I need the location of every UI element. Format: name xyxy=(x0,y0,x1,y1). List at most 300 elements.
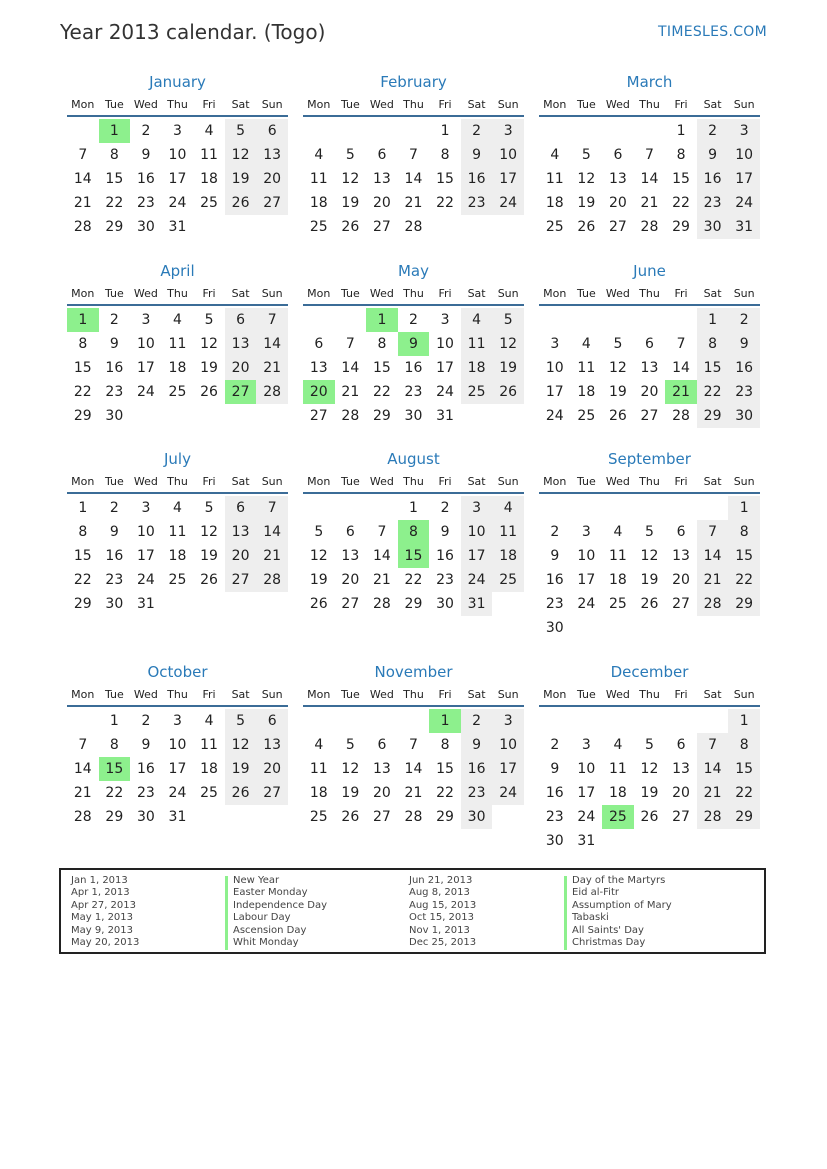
day-cell: 19 xyxy=(341,195,360,211)
day-cell: 15 xyxy=(728,544,760,568)
day-cell: 31 xyxy=(461,592,493,616)
day-cell: 30 xyxy=(436,596,454,612)
day-cell: 5 xyxy=(613,336,623,352)
day-cell: 27 xyxy=(256,781,288,805)
day-cell: 7 xyxy=(377,524,387,540)
day-cell: 13 xyxy=(608,171,627,187)
empty-cell xyxy=(602,496,634,520)
day-cell: 14 xyxy=(404,171,423,187)
day-cell: 10 xyxy=(136,524,155,540)
weekday-label: Sun xyxy=(261,98,283,111)
day-cell: 13 xyxy=(672,548,690,564)
holiday-entry: Dec 25, 2013 xyxy=(409,937,477,949)
weekday-label: Fri xyxy=(438,688,452,701)
day-cell: 31 xyxy=(728,215,760,239)
day-cell: 14 xyxy=(640,171,659,187)
day-cell: 8 xyxy=(78,524,88,540)
day-cell: 18 xyxy=(168,360,187,376)
empty-cell xyxy=(571,496,603,520)
weekday-label: Wed xyxy=(369,287,394,300)
holiday-day-cell: 1 xyxy=(67,308,99,332)
day-cell: 27 xyxy=(372,809,391,825)
day-cell: 23 xyxy=(545,596,564,612)
day-cell: 22 xyxy=(728,781,760,805)
day-cell: 7 xyxy=(345,336,355,352)
month-name: June xyxy=(633,262,666,280)
holiday-day-cell: 21 xyxy=(665,380,697,404)
day-cell: 13 xyxy=(372,761,391,777)
month-november xyxy=(303,662,524,829)
day-cell: 6 xyxy=(256,709,288,733)
day-cell: 2 xyxy=(697,119,729,143)
brand-link[interactable]: TIMESLES.COM xyxy=(658,24,767,40)
day-cell: 4 xyxy=(204,123,214,139)
day-cell: 13 xyxy=(256,733,288,757)
day-cell: 6 xyxy=(225,308,257,332)
day-cell: 26 xyxy=(200,572,218,588)
weekday-label: Mon xyxy=(543,688,567,701)
day-cell: 24 xyxy=(728,191,760,215)
empty-cell xyxy=(303,496,335,520)
day-cell: 13 xyxy=(309,360,328,376)
empty-cell xyxy=(366,709,398,733)
day-cell: 30 xyxy=(105,596,124,612)
day-cell: 23 xyxy=(436,572,454,588)
day-cell: 16 xyxy=(545,572,564,588)
weekday-label: Thu xyxy=(167,287,188,300)
day-cell: 21 xyxy=(372,572,391,588)
day-cell: 30 xyxy=(105,408,124,424)
weekday-label: Tue xyxy=(104,98,124,111)
day-cell: 16 xyxy=(697,167,729,191)
day-cell: 9 xyxy=(461,733,493,757)
day-cell: 28 xyxy=(697,805,729,829)
day-cell: 23 xyxy=(461,781,493,805)
day-cell: 18 xyxy=(309,785,328,801)
day-cell: 25 xyxy=(309,809,328,825)
day-cell: 9 xyxy=(550,548,560,564)
holiday-day-cell: 15 xyxy=(99,757,131,781)
weekday-label: Tue xyxy=(104,287,124,300)
day-cell: 29 xyxy=(105,219,124,235)
day-cell: 25 xyxy=(608,596,627,612)
weekday-label: Sat xyxy=(231,475,250,488)
day-cell: 12 xyxy=(608,360,627,376)
empty-cell xyxy=(665,308,697,332)
weekday-header xyxy=(67,685,288,707)
day-cell: 24 xyxy=(577,596,596,612)
empty-cell xyxy=(539,496,571,520)
day-cell: 12 xyxy=(225,143,257,167)
day-cell: 9 xyxy=(728,332,760,356)
weekday-label: Sat xyxy=(231,98,250,111)
empty-cell xyxy=(539,308,571,332)
day-cell: 15 xyxy=(73,548,92,564)
day-cell: 12 xyxy=(640,548,659,564)
day-cell: 12 xyxy=(492,332,524,356)
day-cell: 26 xyxy=(341,809,360,825)
day-cell: 3 xyxy=(550,336,560,352)
weekday-label: Wed xyxy=(133,287,158,300)
weekday-label: Sat xyxy=(703,98,722,111)
day-cell: 27 xyxy=(309,408,328,424)
day-cell: 23 xyxy=(545,809,564,825)
weekday-label: Tue xyxy=(576,688,596,701)
day-cell: 8 xyxy=(440,737,450,753)
day-cell: 10 xyxy=(461,520,493,544)
weekday-label: Fri xyxy=(202,98,216,111)
day-cell: 7 xyxy=(409,147,418,163)
day-cell: 6 xyxy=(377,147,387,163)
weekday-label: Sat xyxy=(703,475,722,488)
day-cell: 9 xyxy=(697,143,729,167)
day-cell: 12 xyxy=(200,524,218,540)
day-cell: 3 xyxy=(173,123,182,139)
day-cell: 22 xyxy=(404,572,423,588)
month-october xyxy=(67,662,288,829)
weekday-label: Mon xyxy=(71,688,95,701)
day-grid xyxy=(539,709,760,853)
day-cell: 26 xyxy=(577,219,596,235)
month-name: August xyxy=(387,450,440,468)
day-cell: 29 xyxy=(105,809,124,825)
day-cell: 1 xyxy=(676,123,686,139)
month-name: December xyxy=(610,663,689,681)
day-cell: 26 xyxy=(225,191,257,215)
day-cell: 1 xyxy=(109,713,119,729)
empty-cell xyxy=(539,119,571,143)
day-cell: 30 xyxy=(697,215,729,239)
day-cell: 19 xyxy=(640,785,659,801)
weekday-label: Thu xyxy=(167,475,188,488)
day-cell: 9 xyxy=(109,524,119,540)
day-cell: 28 xyxy=(73,809,92,825)
day-cell: 11 xyxy=(608,548,627,564)
day-cell: 18 xyxy=(461,356,493,380)
day-cell: 4 xyxy=(613,524,623,540)
day-cell: 25 xyxy=(492,568,524,592)
day-cell: 11 xyxy=(168,336,187,352)
day-cell: 22 xyxy=(73,572,92,588)
day-cell: 23 xyxy=(136,785,155,801)
day-cell: 3 xyxy=(440,312,450,328)
holiday-day-cell: 9 xyxy=(398,332,430,356)
day-cell: 19 xyxy=(225,757,257,781)
day-cell: 19 xyxy=(492,356,524,380)
day-cell: 17 xyxy=(492,167,524,191)
day-cell: 31 xyxy=(168,809,187,825)
day-cell: 13 xyxy=(225,332,257,356)
weekday-label: Fri xyxy=(438,287,452,300)
day-cell: 7 xyxy=(697,733,729,757)
empty-cell xyxy=(398,119,430,143)
day-cell: 27 xyxy=(672,809,690,825)
holiday-entry: Whit Monday xyxy=(233,937,299,949)
day-cell: 21 xyxy=(73,785,92,801)
month-name: October xyxy=(147,663,208,681)
holiday-day-cell: 15 xyxy=(398,544,430,568)
holiday-entry: Christmas Day xyxy=(572,937,646,949)
day-cell: 17 xyxy=(436,360,454,376)
day-cell: 5 xyxy=(225,119,257,143)
holiday-day-cell: 25 xyxy=(602,805,634,829)
day-cell: 25 xyxy=(200,785,218,801)
holiday-divider xyxy=(225,876,228,950)
weekday-label: Sun xyxy=(497,475,519,488)
day-cell: 27 xyxy=(256,191,288,215)
weekday-label: Tue xyxy=(576,287,596,300)
day-cell: 14 xyxy=(697,757,729,781)
day-cell: 28 xyxy=(256,380,288,404)
day-cell: 10 xyxy=(168,737,187,753)
day-cell: 24 xyxy=(492,781,524,805)
month-name: November xyxy=(374,663,453,681)
holiday-entry: Jan 1, 2013 xyxy=(71,875,128,886)
day-cell: 2 xyxy=(141,713,151,729)
day-cell: 12 xyxy=(200,336,218,352)
day-cell: 6 xyxy=(314,336,324,352)
day-cell: 29 xyxy=(73,408,92,424)
day-cell: 19 xyxy=(608,384,627,400)
day-cell: 14 xyxy=(256,332,288,356)
weekday-header xyxy=(67,472,288,494)
weekday-header xyxy=(67,95,288,117)
day-cell: 3 xyxy=(492,709,524,733)
weekday-label: Wed xyxy=(133,688,158,701)
day-cell: 8 xyxy=(377,336,387,352)
day-cell: 27 xyxy=(640,408,659,424)
day-cell: 24 xyxy=(461,568,493,592)
holiday-entry: Independence Day xyxy=(233,899,328,911)
day-cell: 23 xyxy=(461,191,493,215)
day-cell: 15 xyxy=(73,360,92,376)
day-cell: 6 xyxy=(676,737,686,753)
day-cell: 7 xyxy=(697,520,729,544)
day-cell: 26 xyxy=(608,408,627,424)
day-cell: 17 xyxy=(577,572,596,588)
holiday-entry: Ascension Day xyxy=(233,924,307,936)
day-cell: 10 xyxy=(136,336,155,352)
day-cell: 11 xyxy=(545,171,564,187)
day-cell: 11 xyxy=(461,332,493,356)
day-cell: 18 xyxy=(545,195,564,211)
day-cell: 25 xyxy=(461,380,493,404)
day-cell: 21 xyxy=(256,356,288,380)
weekday-header xyxy=(303,685,524,707)
day-cell: 29 xyxy=(672,219,690,235)
month-december xyxy=(539,662,760,853)
empty-cell xyxy=(665,496,697,520)
day-cell: 20 xyxy=(372,195,391,211)
day-cell: 7 xyxy=(256,308,288,332)
empty-cell xyxy=(571,119,603,143)
weekday-label: Tue xyxy=(340,475,360,488)
day-cell: 11 xyxy=(200,147,218,163)
day-cell: 28 xyxy=(372,596,391,612)
day-cell: 11 xyxy=(492,520,524,544)
day-grid xyxy=(67,709,288,829)
day-cell: 14 xyxy=(404,761,423,777)
day-cell: 26 xyxy=(225,781,257,805)
day-cell: 19 xyxy=(225,167,257,191)
day-cell: 28 xyxy=(697,592,729,616)
day-cell: 7 xyxy=(78,147,88,163)
day-cell: 26 xyxy=(640,596,659,612)
weekday-label: Fri xyxy=(438,475,452,488)
day-cell: 10 xyxy=(577,548,596,564)
day-cell: 22 xyxy=(436,195,454,211)
day-cell: 4 xyxy=(461,308,493,332)
empty-cell xyxy=(67,119,99,143)
weekday-header xyxy=(303,472,524,494)
day-cell: 6 xyxy=(256,119,288,143)
day-cell: 10 xyxy=(492,143,524,167)
empty-cell xyxy=(634,308,666,332)
day-cell: 2 xyxy=(550,737,560,753)
day-grid xyxy=(67,308,288,428)
day-cell: 14 xyxy=(256,520,288,544)
day-cell: 17 xyxy=(168,171,187,187)
day-cell: 7 xyxy=(256,496,288,520)
day-cell: 19 xyxy=(577,195,596,211)
day-cell: 25 xyxy=(577,408,596,424)
weekday-label: Tue xyxy=(340,287,360,300)
day-cell: 28 xyxy=(672,408,690,424)
day-cell: 17 xyxy=(492,757,524,781)
day-cell: 13 xyxy=(672,761,690,777)
day-cell: 21 xyxy=(73,195,92,211)
month-name: March xyxy=(626,73,673,91)
weekday-header xyxy=(303,95,524,117)
day-cell: 8 xyxy=(728,520,760,544)
weekday-label: Tue xyxy=(340,688,360,701)
day-cell: 22 xyxy=(672,195,690,211)
weekday-label: Fri xyxy=(674,98,688,111)
day-cell: 22 xyxy=(73,384,92,400)
day-cell: 12 xyxy=(225,733,257,757)
day-cell: 26 xyxy=(640,809,659,825)
day-cell: 16 xyxy=(461,167,493,191)
weekday-label: Mon xyxy=(543,98,567,111)
holiday-entry: May 9, 2013 xyxy=(71,924,134,936)
weekday-label: Fri xyxy=(202,688,216,701)
day-cell: 22 xyxy=(105,195,124,211)
empty-cell xyxy=(634,709,666,733)
day-cell: 14 xyxy=(341,360,360,376)
day-cell: 12 xyxy=(577,171,596,187)
day-cell: 23 xyxy=(728,380,760,404)
empty-cell xyxy=(67,709,99,733)
day-cell: 8 xyxy=(728,733,760,757)
day-cell: 31 xyxy=(136,596,155,612)
day-cell: 24 xyxy=(168,195,187,211)
day-cell: 20 xyxy=(341,572,360,588)
day-grid xyxy=(67,496,288,616)
day-grid xyxy=(303,496,524,616)
day-grid xyxy=(303,709,524,829)
day-cell: 20 xyxy=(256,167,288,191)
day-cell: 2 xyxy=(728,308,760,332)
day-cell: 1 xyxy=(728,496,760,520)
day-cell: 22 xyxy=(728,568,760,592)
day-cell: 23 xyxy=(697,191,729,215)
weekday-label: Mon xyxy=(71,287,95,300)
holiday-day-cell: 1 xyxy=(366,308,398,332)
day-cell: 4 xyxy=(550,147,560,163)
weekday-label: Sun xyxy=(261,688,283,701)
weekday-label: Sun xyxy=(733,475,755,488)
day-cell: 30 xyxy=(545,620,564,636)
empty-cell xyxy=(634,496,666,520)
day-cell: 15 xyxy=(105,171,124,187)
holiday-list xyxy=(59,868,766,954)
holiday-entry: Labour Day xyxy=(233,912,291,924)
day-cell: 12 xyxy=(341,761,360,777)
day-cell: 5 xyxy=(345,737,355,753)
day-cell: 1 xyxy=(440,123,450,139)
day-cell: 2 xyxy=(109,312,119,328)
day-cell: 15 xyxy=(372,360,391,376)
day-cell: 18 xyxy=(492,544,524,568)
day-cell: 20 xyxy=(372,785,391,801)
weekday-label: Wed xyxy=(605,287,630,300)
day-cell: 31 xyxy=(168,219,187,235)
month-april xyxy=(67,261,288,428)
weekday-label: Sat xyxy=(467,688,486,701)
holiday-day-cell: 8 xyxy=(398,520,430,544)
day-cell: 24 xyxy=(577,809,596,825)
day-cell: 11 xyxy=(309,761,328,777)
day-cell: 6 xyxy=(645,336,654,352)
holiday-entry: Day of the Martyrs xyxy=(572,875,666,886)
weekday-label: Tue xyxy=(104,688,124,701)
day-cell: 29 xyxy=(728,592,760,616)
weekday-label: Fri xyxy=(438,98,452,111)
weekday-label: Sun xyxy=(497,98,519,111)
weekday-header xyxy=(539,95,760,117)
day-cell: 24 xyxy=(436,384,454,400)
holiday-dates-right xyxy=(409,875,476,949)
empty-cell xyxy=(634,119,666,143)
holiday-entry: Nov 1, 2013 xyxy=(409,924,470,936)
holiday-day-cell: 1 xyxy=(99,119,131,143)
weekday-label: Sat xyxy=(467,287,486,300)
day-cell: 13 xyxy=(225,520,257,544)
month-name: April xyxy=(160,262,195,280)
day-cell: 30 xyxy=(461,805,493,829)
month-september xyxy=(539,449,760,640)
day-cell: 1 xyxy=(409,500,418,516)
holiday-day-cell: 1 xyxy=(429,709,461,733)
day-cell: 20 xyxy=(672,572,690,588)
day-cell: 14 xyxy=(697,544,729,568)
day-cell: 16 xyxy=(404,360,423,376)
weekday-label: Wed xyxy=(369,98,394,111)
day-cell: 16 xyxy=(436,548,454,564)
weekday-label: Mon xyxy=(307,287,331,300)
day-cell: 2 xyxy=(550,524,560,540)
month-name: February xyxy=(380,73,447,91)
empty-cell xyxy=(602,119,634,143)
weekday-label: Mon xyxy=(307,688,331,701)
weekday-label: Tue xyxy=(576,98,596,111)
day-cell: 30 xyxy=(404,408,423,424)
day-cell: 3 xyxy=(581,524,591,540)
weekday-label: Fri xyxy=(202,287,216,300)
holiday-entry: New Year xyxy=(233,875,280,886)
weekday-label: Sat xyxy=(467,475,486,488)
day-cell: 18 xyxy=(309,195,328,211)
